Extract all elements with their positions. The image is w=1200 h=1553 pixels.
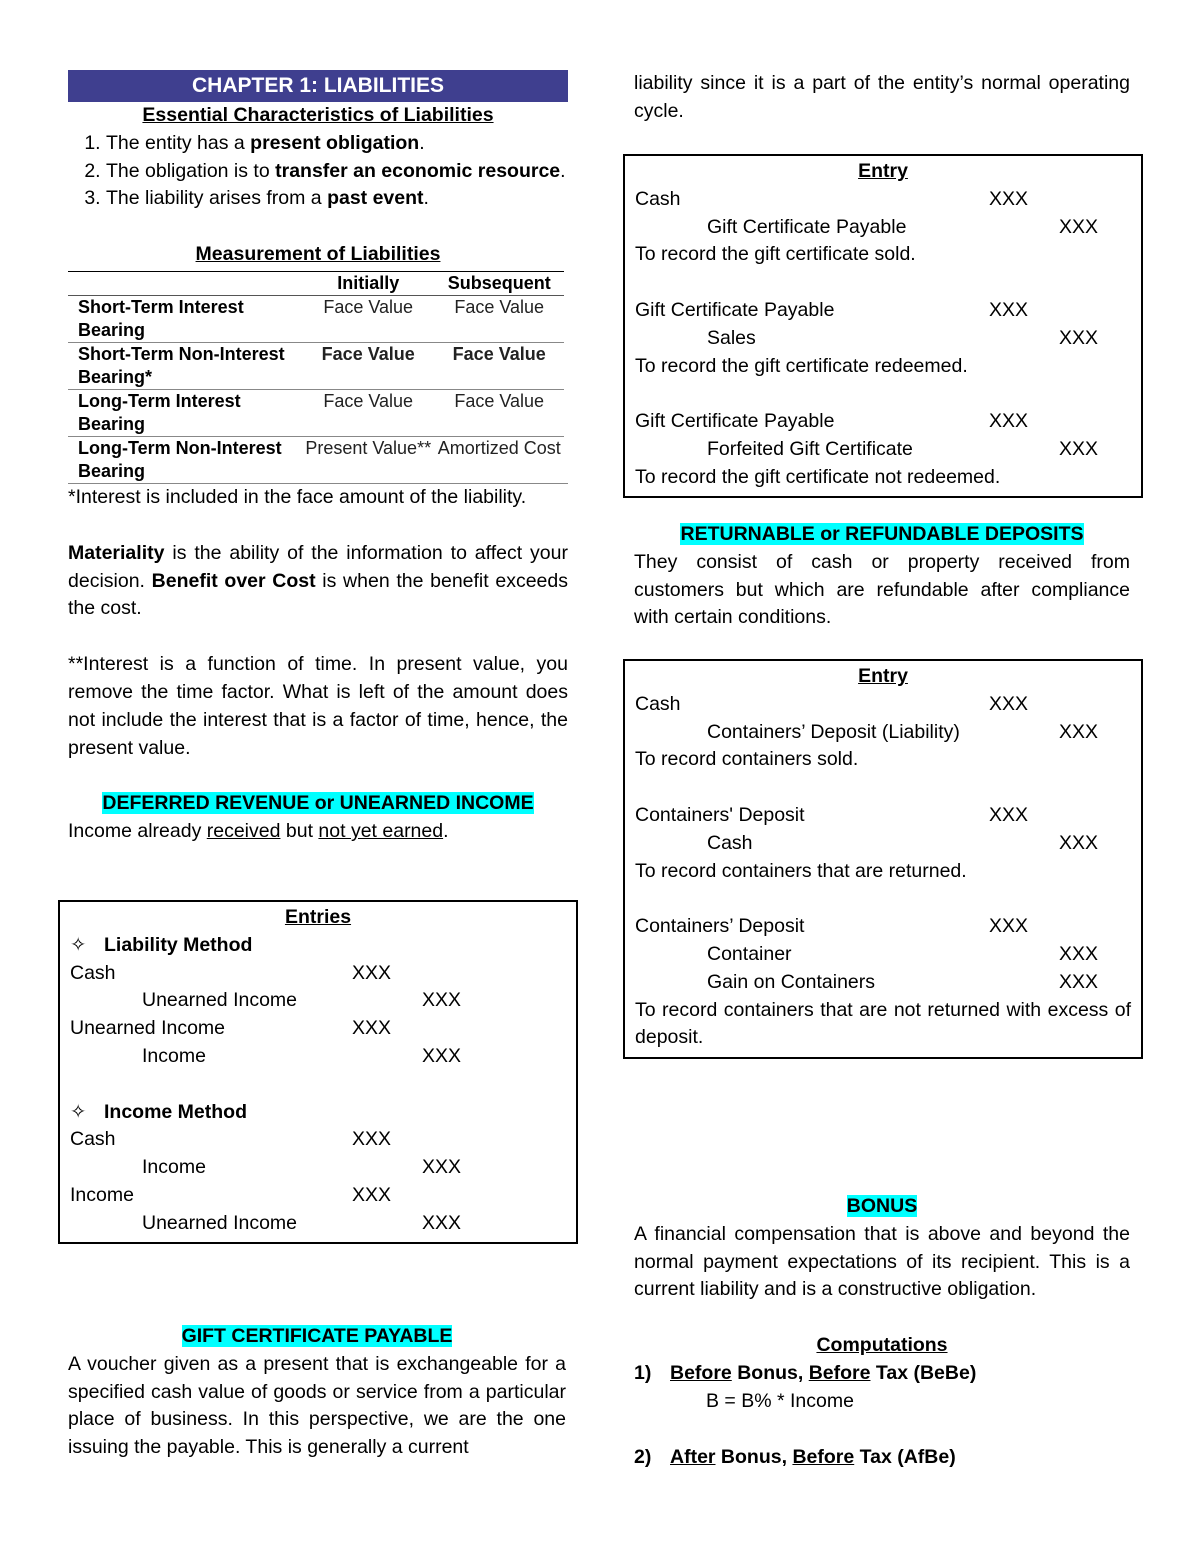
list-item: 1. The entity has a present obligation. [106, 130, 568, 158]
table-header: Initially [302, 271, 434, 295]
box-title: Entry [858, 665, 908, 687]
box-title: Entries [284, 906, 352, 928]
entry-row: Unearned Income XXX [70, 1017, 392, 1040]
bonus-definition: A financial compensation that is above and beyond the normal payment expectations of its recipient. This is a current liability and is a constructive obligation. [634, 1222, 1130, 1301]
essential-heading: Essential Characteristics of Liabilities [142, 104, 494, 126]
entry-memo: To record the gift certificate sold. [635, 243, 916, 266]
bonus-heading: BONUS [846, 1195, 918, 1217]
entry-row: Forfeited Gift Certificate XXX [707, 437, 1099, 460]
entry-row: Container XXX [707, 942, 1099, 965]
liability-method-label: Liability Method [104, 933, 253, 956]
gift-section [68, 1323, 566, 1462]
gift-entries-box [623, 154, 1143, 498]
entry-memo: To record the gift certificate not redeemed. [635, 465, 1001, 488]
entry-row: Income XXX [142, 1044, 462, 1067]
table-row: Short-Term Non-Interest Bearing* Face Value Face Value [68, 342, 564, 389]
gift-heading: GIFT CERTIFICATE PAYABLE [181, 1325, 453, 1347]
materiality-paragraph: Materiality is the ability of the information to affect your decision. Benefit over Cost is when the benefit exceeds the cost. [68, 541, 568, 620]
list-item: 2. The obligation is to transfer an economic resource. [106, 158, 568, 186]
box-title: Entry [858, 160, 908, 182]
entry-memo: To record containers sold. [635, 748, 859, 771]
bonus-section [634, 1193, 1130, 1471]
deferred-definition: Income already received but not yet earned. [68, 820, 449, 843]
table-header: Subsequent [434, 271, 564, 295]
deposits-entries-box [623, 659, 1143, 1059]
measurement-heading: Measurement of Liabilities [195, 243, 441, 266]
deferred-heading: DEFERRED REVENUE or UNEARNED INCOME [102, 792, 534, 815]
deposits-heading: RETURNABLE or REFUNDABLE DEPOSITS [680, 523, 1084, 545]
diamond-bullet-icon: ✧ [70, 933, 87, 956]
chapter-title: CHAPTER 1: LIABILITIES [68, 70, 568, 102]
income-method-label: Income Method [104, 1100, 248, 1123]
interest-note: **Interest is a function of time. In present value, you remove the time factor. What is left of the amount does not include the interest that is a factor of time, hence, the present value. [68, 653, 568, 759]
measurement-footnote: *Interest is included in the face amount of the liability. [68, 483, 568, 512]
deposits-section [634, 521, 1130, 632]
table-row: Short-Term Interest Bearing Face Value Face Value [68, 295, 564, 342]
computation-item: 2) After Bonus, Before Tax (AfBe) [634, 1445, 956, 1468]
entry-row: Cash XXX [635, 692, 1029, 715]
table-header [68, 271, 302, 295]
entry-row: Cash XXX [707, 831, 1099, 854]
computation-item: 1) Before Bonus, Before Tax (BeBe) [634, 1361, 977, 1384]
entry-row: Containers' Deposit XXX [635, 803, 1029, 826]
computation-formula: B = B% * Income [706, 1389, 854, 1412]
deferred-entries-box [58, 900, 578, 1244]
entry-row: Gift Certificate Payable XXX [707, 215, 1099, 238]
entry-memo: To record containers that are returned. [635, 859, 967, 882]
entry-memo: To record containers that are not returned with excess of deposit. [635, 998, 1131, 1049]
entry-memo: To record the gift certificate redeemed. [635, 354, 968, 377]
list-item: 3. The liability arises from a past event. [106, 185, 568, 213]
right-column [634, 70, 1130, 126]
essential-list [68, 130, 568, 213]
computations-heading: Computations [816, 1334, 948, 1357]
measurement-table [68, 271, 564, 483]
entry-row: Cash XXX [70, 1128, 392, 1151]
entry-row: Unearned Income XXX [142, 1211, 462, 1234]
entry-row: Containers’ Deposit XXX [635, 915, 1029, 938]
entry-row: Gift Certificate Payable XXX [635, 298, 1029, 321]
entry-row: Cash XXX [70, 961, 392, 984]
entry-row: Gain on Containers XXX [707, 970, 1099, 993]
gift-definition: A voucher given as a present that is exchangeable for a specified cash value of goods or service from a particular place of business. In this perspective, we are the one issuing the payable. This is generally a current [68, 1352, 566, 1459]
diamond-bullet-icon: ✧ [70, 1100, 87, 1123]
entry-row: Sales XXX [707, 326, 1099, 349]
entry-row: Unearned Income XXX [142, 989, 462, 1012]
gift-definition-continued: liability since it is a part of the entity’s normal operating cycle. [634, 72, 1130, 122]
entry-row: Gift Certificate Payable XXX [635, 410, 1029, 433]
left-column [68, 70, 568, 846]
entry-row: Cash XXX [635, 187, 1029, 210]
deposits-definition: They consist of cash or property received from customers but which are refundable after compliance with certain conditions. [634, 550, 1130, 629]
entry-row: Income XXX [70, 1183, 392, 1206]
table-row: Long-Term Non-Interest Bearing Present Value** Amortized Cost [78, 437, 561, 481]
table-row: Long-Term Interest Bearing Face Value Face Value [68, 389, 564, 436]
entry-row: Income XXX [142, 1156, 462, 1179]
entry-row: Containers’ Deposit (Liability) XXX [707, 720, 1099, 743]
